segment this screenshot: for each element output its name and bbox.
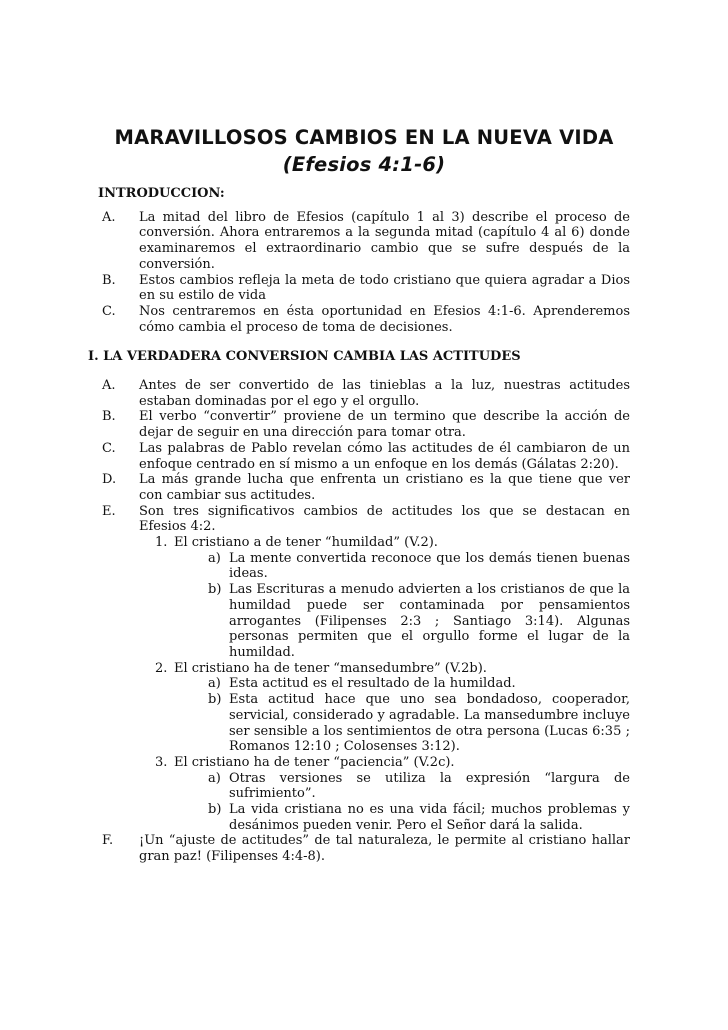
point-mansedumbre	[98, 661, 630, 677]
subpoint-label: a)	[208, 550, 221, 566]
intro-heading: INTRODUCCION:	[98, 186, 225, 201]
section-item-b	[102, 409, 630, 440]
section-list	[98, 378, 630, 535]
item-text: ¡Un “ajuste de actitudes” de tal naturaleza, le permite al cristiano hallar gran paz! (Filipenses 4:4-8).	[139, 833, 630, 865]
point-text: El cristiano a de tener “humildad” (V.2).	[174, 535, 438, 551]
point-paciencia	[98, 755, 630, 771]
item-label: C.	[102, 440, 116, 456]
section-item-c	[102, 441, 630, 472]
item-text: La más grande lucha que enfrenta un cristiano es la que tiene que ver con cambiar sus actitudes.	[139, 472, 630, 503]
item-label: A.	[102, 209, 116, 225]
subpoint-text: La vida cristiana no es una vida fácil; muchos problemas y desánimos pueden venir. Pero el Señor dará la salida.	[229, 802, 630, 833]
subpoint-text: La mente convertida reconoce que los demás tienen buenas ideas.	[229, 550, 630, 582]
section-item-a	[102, 378, 630, 409]
item-label: B.	[102, 409, 116, 425]
subpoint	[98, 692, 630, 755]
subpoint-text: Las Escrituras a menudo advierten a los cristianos de que la humildad puede ser contaminada por pensamientos arrogantes (Filipenses 2:3 ; Santiago 3:14). Algunas personas permiten que el orgullo forme el lugar de la humildad.	[229, 582, 630, 660]
item-label: C.	[102, 303, 116, 319]
subpoint-label: b)	[208, 582, 222, 598]
intro-item-a	[102, 210, 630, 273]
section-item-d	[102, 472, 630, 503]
subpoint	[98, 676, 630, 692]
subpoint	[98, 582, 630, 661]
point-label: 1.	[155, 535, 168, 551]
subpoint-text: Esta actitud es el resultado de la humildad.	[229, 676, 516, 692]
subpoint	[98, 771, 630, 802]
title-reference: (Efesios 4:1-6)	[282, 153, 446, 176]
item-text: El verbo “convertir” proviene de un termino que describe la acción de dejar de seguir en una dirección para tomar otra.	[139, 409, 630, 441]
intro-item-c	[102, 304, 630, 335]
item-label: D.	[102, 472, 117, 488]
subpoint-label: b)	[208, 802, 222, 818]
item-text: Nos centraremos en ésta oportunidad en Efesios 4:1-6. Aprenderemos cómo cambia el proceso de toma de decisiones.	[139, 303, 630, 335]
point-text: El cristiano ha de tener “paciencia” (V.2c).	[174, 754, 455, 770]
subpoint-text: Otras versiones se utiliza la expresión “largura de sufrimiento”.	[229, 770, 630, 802]
point-humildad	[98, 535, 630, 551]
document-title	[98, 124, 630, 178]
item-label: B.	[102, 272, 116, 288]
item-text: La mitad del libro de Efesios (capítulo 1 al 3) describe el proceso de conversión. Ahora entraremos a la segunda mitad (capítulo 4 al 6) donde examinaremos el extraordinario cambio que se sufre después de la conversión.	[139, 209, 630, 272]
item-text: Antes de ser convertido de las tinieblas a la luz, nuestras actitudes estaban dominadas por el ego y el orgullo.	[139, 378, 630, 409]
point-label: 3.	[155, 754, 168, 770]
section-heading: I. LA VERDADERA CONVERSION CAMBIA LAS ACTITUDES	[88, 349, 521, 365]
title-main: MARAVILLOSOS CAMBIOS EN LA NUEVA VIDA	[114, 126, 614, 149]
subpoint-text: Esta actitud hace que uno sea bondadoso, cooperador, servicial, considerado y agradable. La mansedumbre incluye ser sensible a los sentimientos de otra persona (Lucas 6:35 ; Romanos 12:10 ; Colosenses 3:12).	[229, 692, 630, 755]
item-text: Estos cambios refleja la meta de todo cristiano que quiera agradar a Dios en su estilo de vida	[139, 272, 630, 304]
section-list-final	[98, 833, 630, 864]
intro-list	[98, 210, 630, 336]
item-label: A.	[102, 378, 116, 394]
section-item-f	[102, 833, 630, 864]
subpoint-label: b)	[208, 692, 222, 708]
subpoint-label: a)	[208, 676, 221, 692]
intro-item-b	[102, 273, 630, 304]
subpoint-label: a)	[208, 770, 221, 786]
item-text: Las palabras de Pablo revelan cómo las actitudes de él cambiaron de un enfoque centrado en sí mismo a un enfoque en los demás (Gálatas 2:20).	[139, 440, 630, 472]
item-label: F.	[102, 833, 114, 849]
subpoint	[98, 802, 630, 833]
point-label: 2.	[155, 660, 168, 676]
section-item-e	[102, 504, 630, 535]
subpoint	[98, 551, 630, 582]
point-text: El cristiano ha de tener “mansedumbre” (V.2b).	[174, 660, 487, 676]
item-text: Son tres significativos cambios de actitudes los que se destacan en Efesios 4:2.	[139, 503, 630, 535]
item-label: E.	[102, 503, 116, 519]
